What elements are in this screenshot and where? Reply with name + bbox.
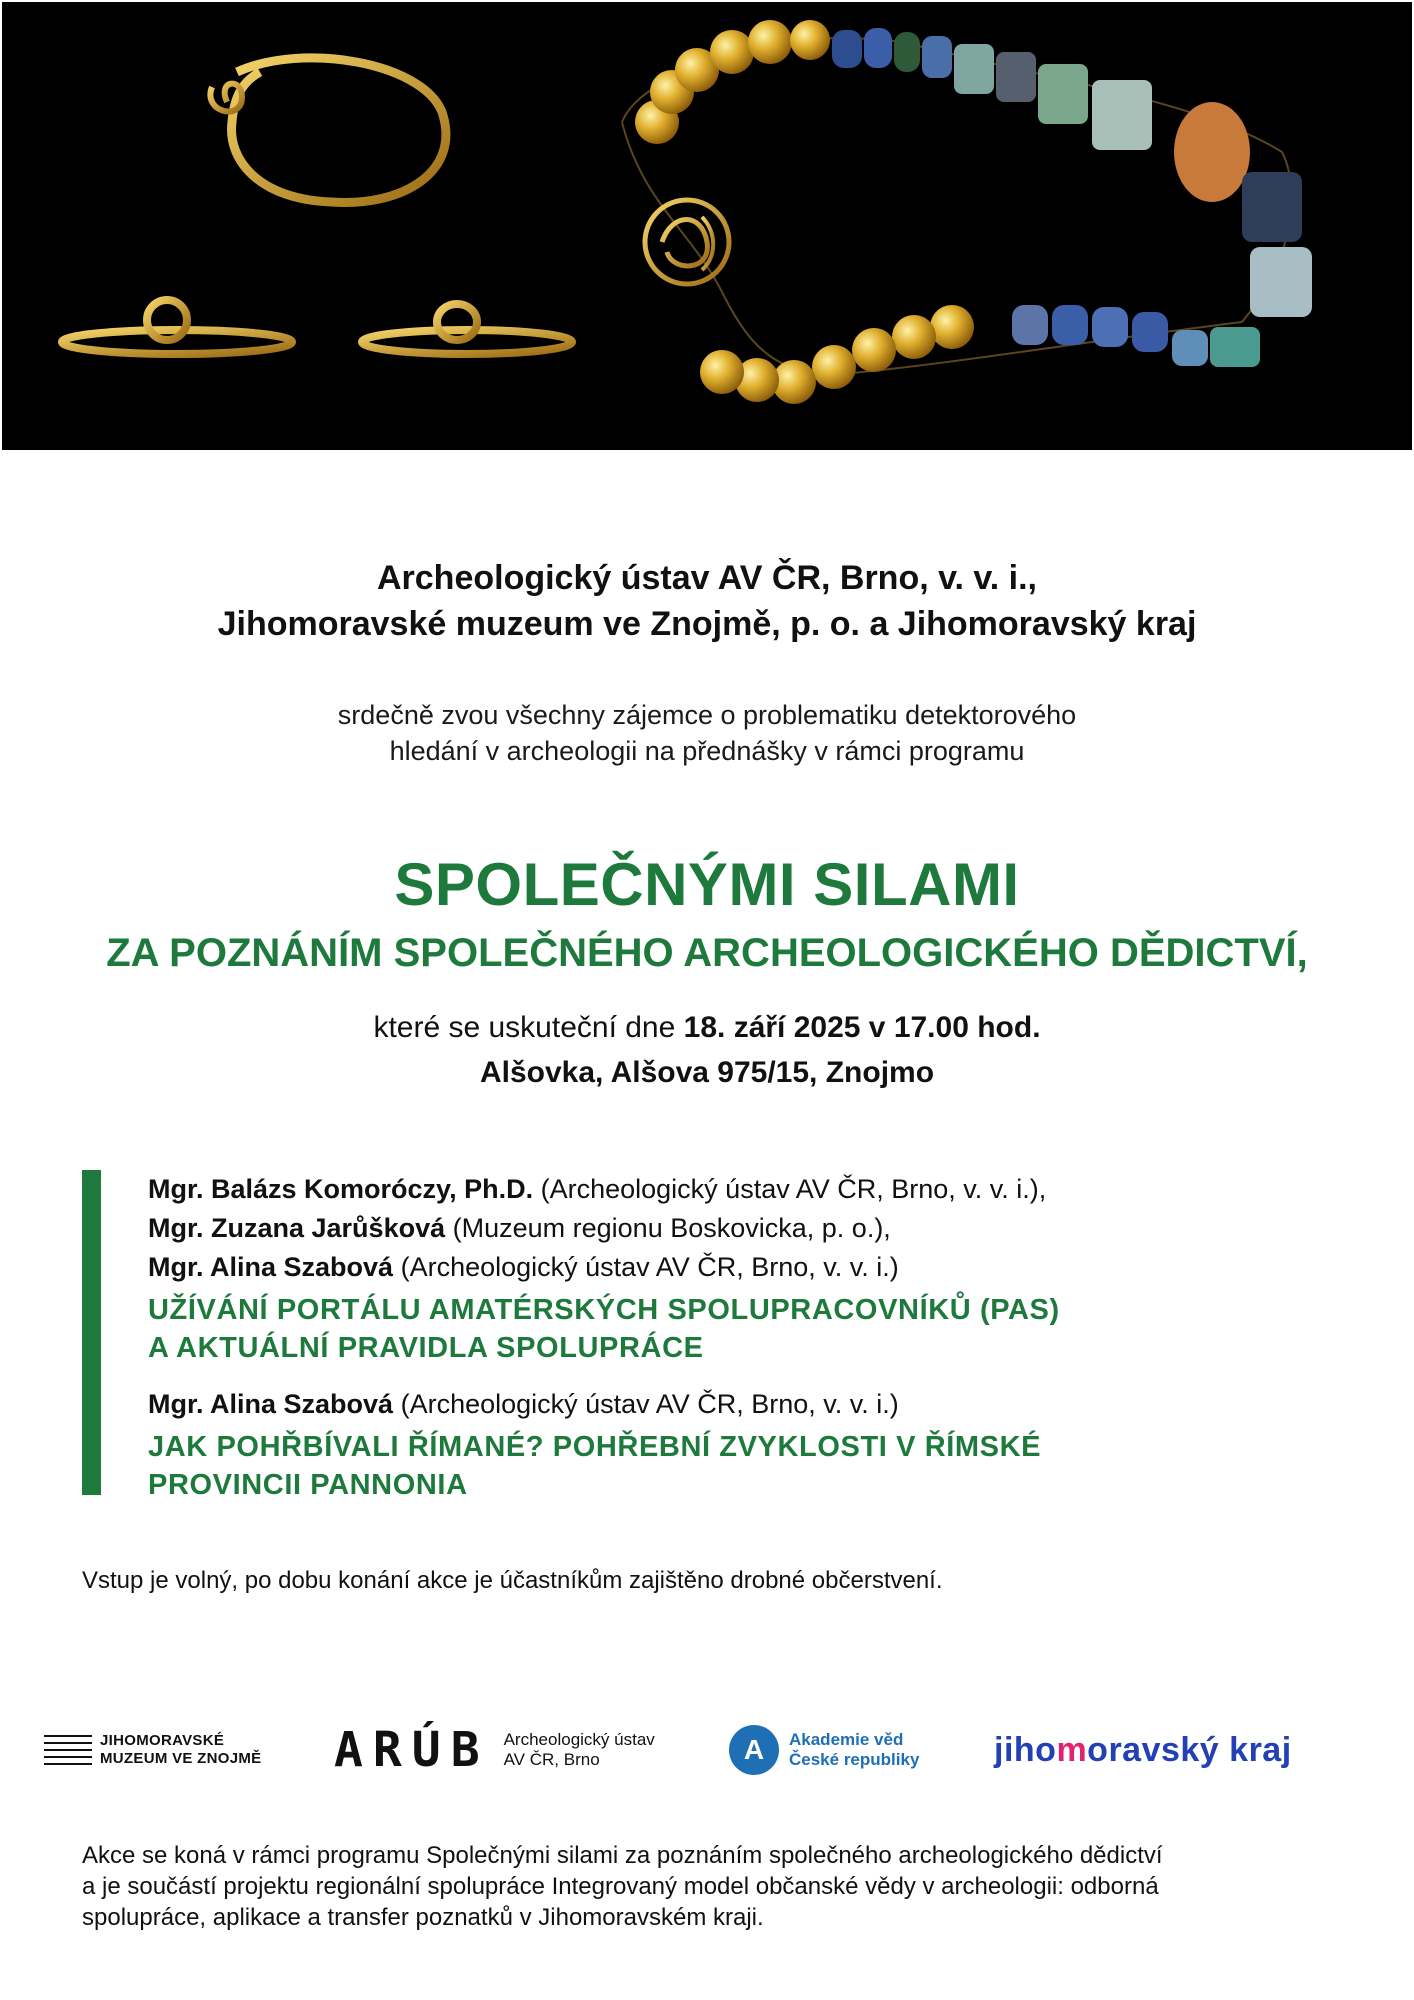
talk-1-title: UŽÍVÁNÍ PORTÁLU AMATÉRSKÝCH SPOLUPRACOVNÍKŮ (PAS) A AKTUÁLNÍ PRAVIDLA SPOLUPRÁCE xyxy=(148,1294,1060,1364)
talk-2-title: JAK POHŘBÍVALI ŘÍMANÉ? POHŘEBNÍ ZVYKLOSTI V ŘÍMSKÉ PROVINCII PANNONIA xyxy=(148,1431,1042,1501)
logo-akademie-ved: A Akademie věd České republiky xyxy=(729,1715,989,1785)
event-date: 18. září 2025 v 17.00 hod. xyxy=(683,1011,1041,1044)
speaker-name: Mgr. Alina Szabová xyxy=(148,1252,394,1282)
event-details xyxy=(0,1005,1414,1095)
speaker-1 xyxy=(148,1170,1298,1209)
speaker-name: Mgr. Alina Szabová xyxy=(148,1389,394,1419)
bead-necklace xyxy=(622,20,1312,404)
speaker-affiliation: (Archeologický ústav AV ČR, Brno, v. v. i.), xyxy=(540,1174,1047,1204)
footer-note: Akce se koná v rámci programu Společnými silami za poznáním společného archeologického dědictví a je součástí projektu regionální spolupráce Integrovaný model občanské vědy v archeologii: odborná spolupráce, aplikace a transfer poznatků v Jihomoravském kraji. xyxy=(82,1842,1163,1931)
speaker-affiliation: (Muzeum regionu Boskovicka, p. o.), xyxy=(452,1213,891,1243)
program-title: SPOLEČNÝMI SILAMI xyxy=(394,851,1020,918)
gold-pendant xyxy=(645,200,729,284)
speaker-name: Mgr. Zuzana Jarůšková xyxy=(148,1213,446,1243)
program-content xyxy=(148,1170,1298,1504)
program-block xyxy=(82,1170,1332,1501)
av-emblem-icon: A xyxy=(729,1725,779,1775)
speaker-affiliation: (Archeologický ústav AV ČR, Brno, v. v. i.) xyxy=(400,1252,899,1282)
speaker-affiliation: (Archeologický ústav AV ČR, Brno, v. v. i.) xyxy=(400,1389,899,1419)
speaker-3 xyxy=(148,1248,1298,1287)
talk-2-speaker xyxy=(148,1385,1298,1424)
event-venue: Alšovka, Alšova 975/15, Znojmo xyxy=(479,1056,935,1089)
event-date-prefix: které se uskuteční dne xyxy=(373,1011,676,1044)
stripes-icon xyxy=(44,1730,92,1770)
gold-ring-small-left xyxy=(62,300,292,354)
organizer-line-2: Jihomoravské muzeum ve Znojmě, p. o. a Jihomoravský kraj xyxy=(217,605,1197,643)
speaker-name: Mgr. Balázs Komoróczy, Ph.D. xyxy=(148,1174,534,1204)
gold-ring-large xyxy=(210,58,446,203)
logo-jihomoravsky-kraj: jiho m oravský kraj xyxy=(994,1730,1292,1769)
invitation-line-2: hledání v archeologii na přednášky v rámci programu xyxy=(389,736,1025,766)
logo-arub: ARÚB Archeologický ústav AV ČR, Brno xyxy=(334,1722,655,1778)
organizers xyxy=(0,555,1414,647)
accent-bar xyxy=(82,1170,101,1495)
invitation-text xyxy=(0,697,1414,769)
organizer-line-1: Archeologický ústav AV ČR, Brno, v. v. i., xyxy=(376,559,1037,597)
artifacts-illustration xyxy=(2,2,1412,450)
hero-photo-artifacts xyxy=(2,2,1412,450)
partner-logos xyxy=(44,1715,1370,1785)
speaker-2 xyxy=(148,1209,1298,1248)
invitation-line-1: srdečně zvou všechny zájemce o problematiku detektorového xyxy=(337,700,1077,730)
entry-note: Vstup je volný, po dobu konání akce je účastníkům zajištěno drobné občerstvení. xyxy=(82,1567,943,1594)
logo-jihomoravske-muzeum: JIHOMORAVSKÉ MUZEUM VE ZNOJMĚ xyxy=(44,1715,274,1785)
event-date-line xyxy=(0,1005,1414,1050)
program-subtitle: ZA POZNÁNÍM SPOLEČNÉHO ARCHEOLOGICKÉHO DĚDICTVÍ, xyxy=(106,931,1308,975)
gold-ring-small-right xyxy=(362,304,572,354)
arub-mark: ARÚB xyxy=(334,1722,490,1778)
